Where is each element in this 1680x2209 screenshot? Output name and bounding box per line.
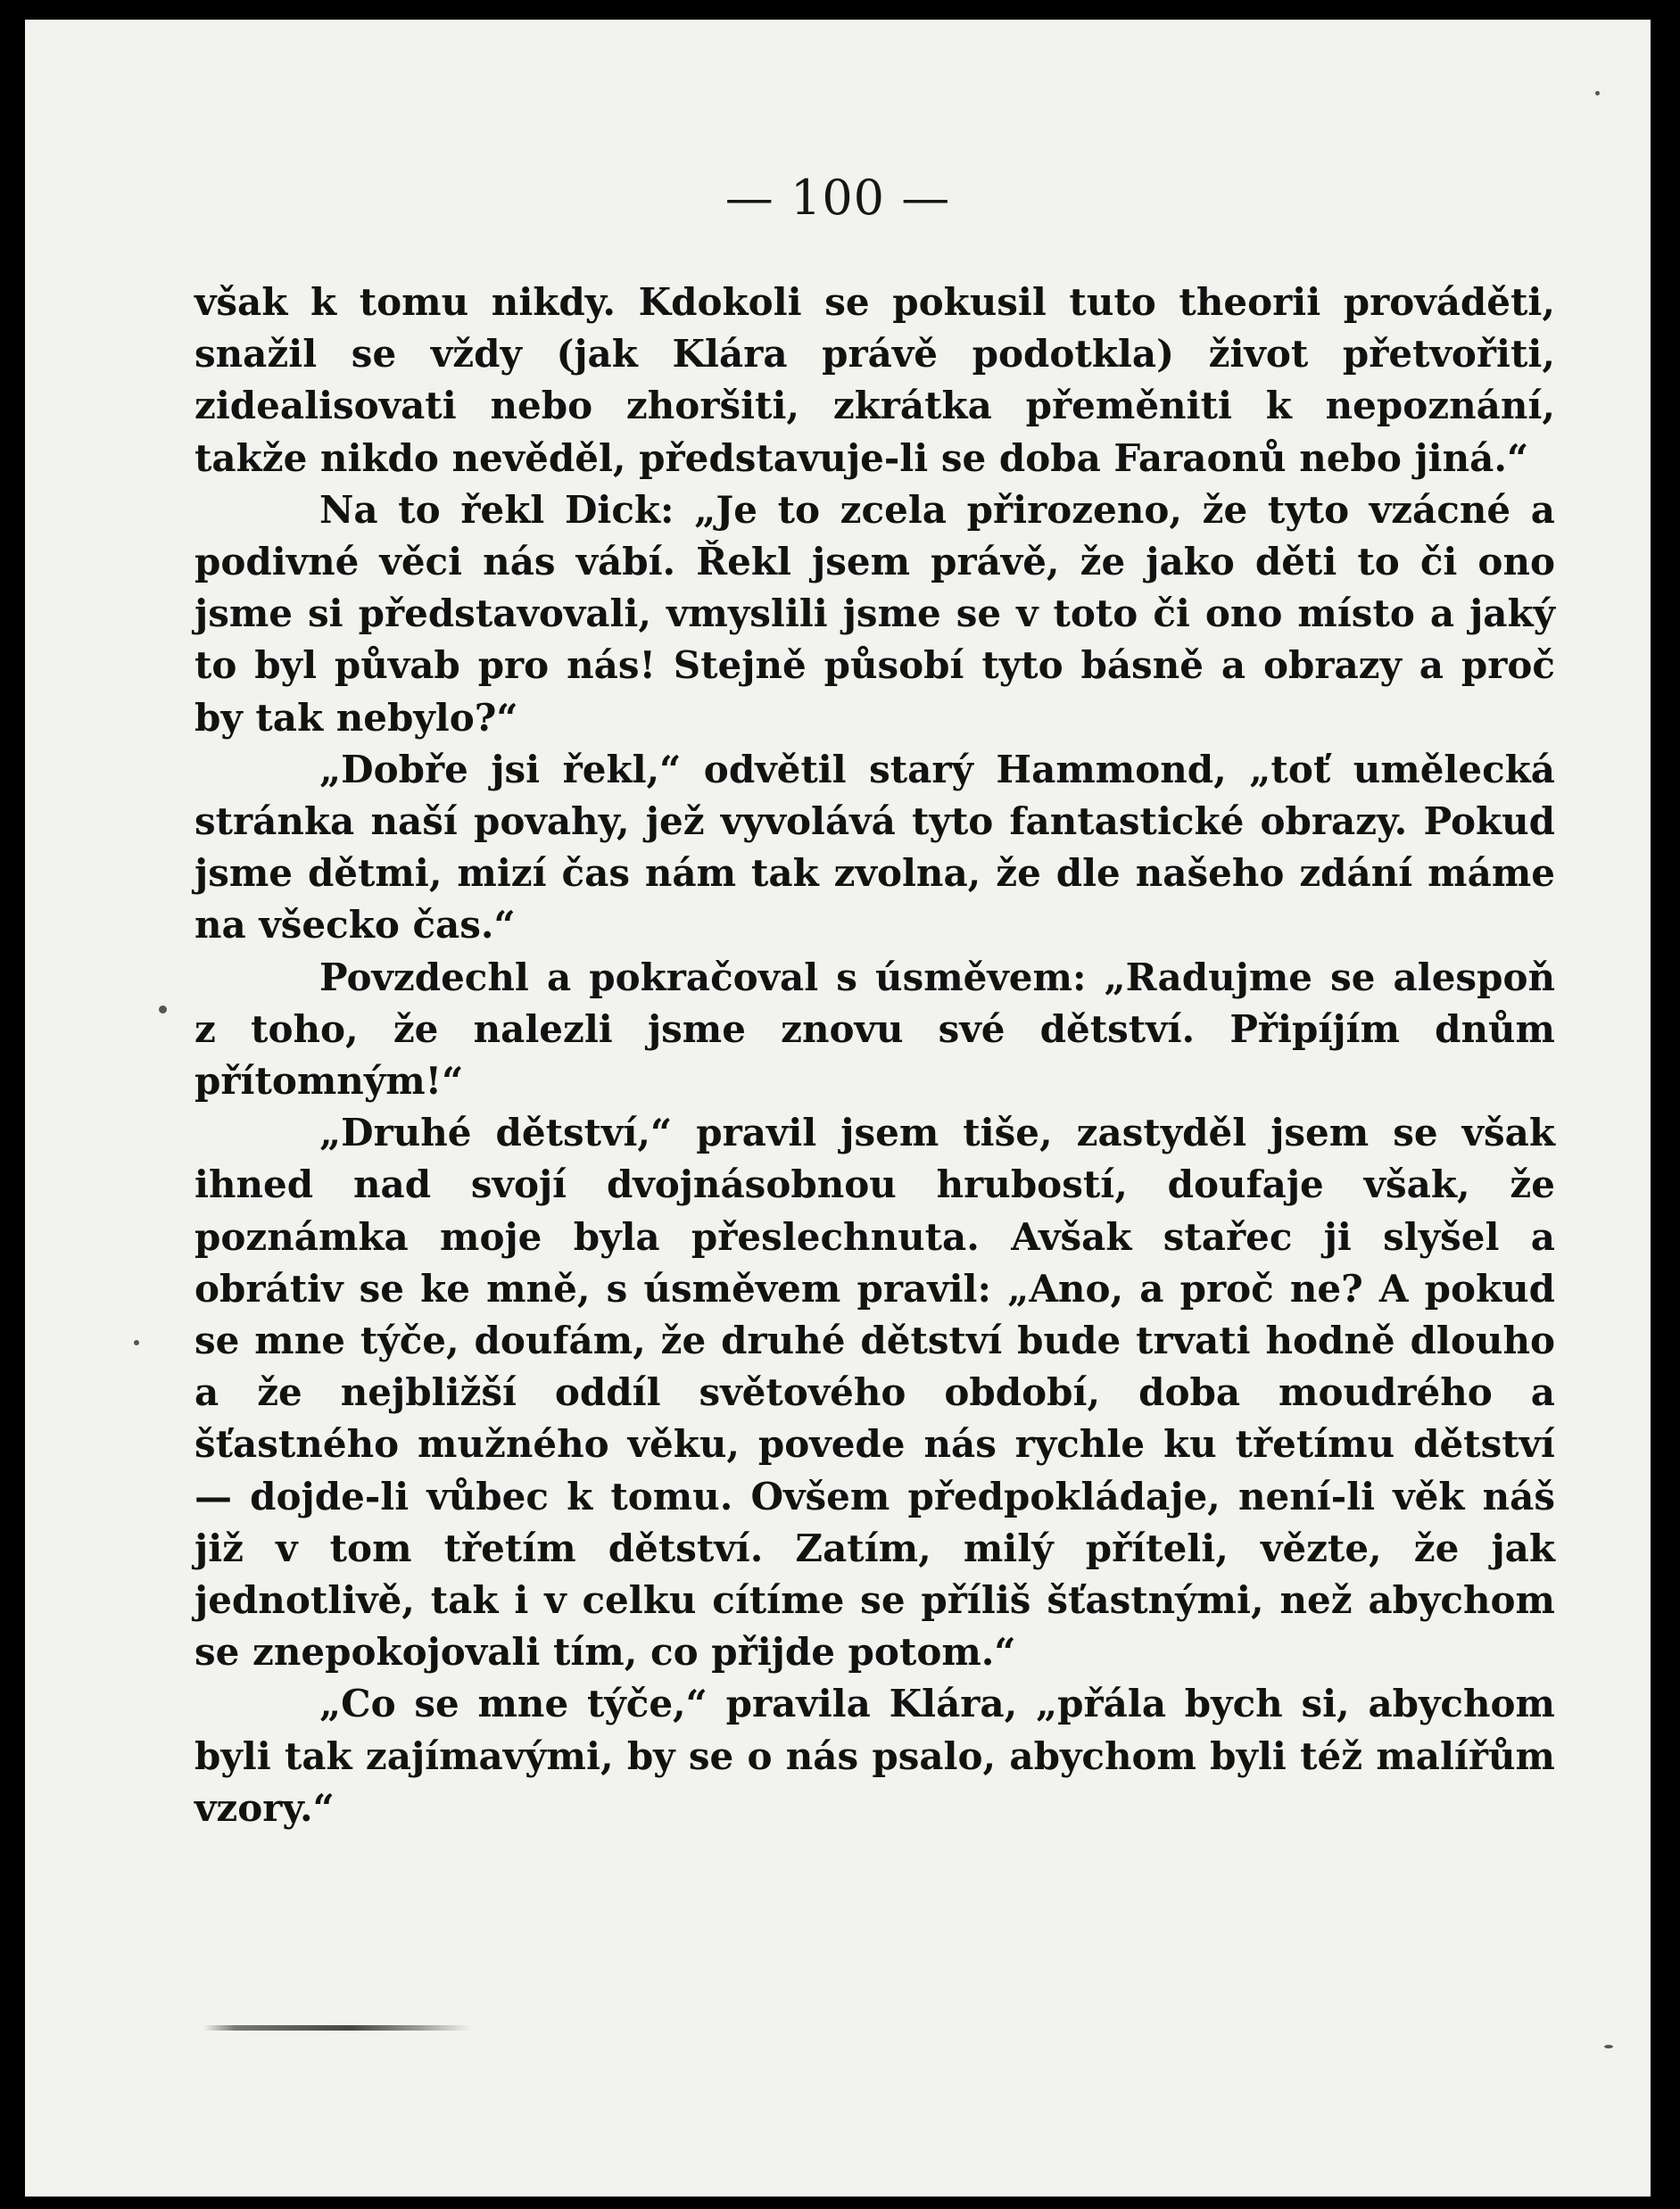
print-speck [1595,91,1600,95]
page-number: — 100 — [724,170,951,226]
paragraph-6: „Co se mne týče,“ pravila Klára, „přála bych si, abychom byli tak zajímavými, by se o nás psalo, abychom byli též malířům vzory.“ [194,1682,1555,1830]
paragraph-2: Na to řekl Dick: „Je to zcela přirozeno, že tyto vzácné a podivné věci nás vábí. Řekl jsem právě, že jako děti to či ono jsme si představovali, vmyslili jsme se v toto či ono místo a jaký to byl půvab pro nás! Stejně působí tyto básně a obrazy a proč by tak nebylo?“ [194,487,1555,740]
print-speck [134,1340,139,1345]
end-rule [203,2025,471,2031]
paragraph-4: Povzdechl a pokračoval s úsměvem: „Radujme se alespoň z toho, že nalezli jsme znovu své dětství. Připíjím dnům přítomným!“ [194,955,1555,1104]
body-text [194,277,1555,1834]
book-page [25,20,1651,2197]
paragraph-1: však k tomu nikdy. Kdokoli se pokusil tuto theorii prováděti, snažil se vždy (jak Klára právě podotkla) život přetvořiti, zidealisovati nebo zhoršiti, zkrátka přeměniti k nepoznání, takže nikdo nevěděl, představuje-li se doba Faraonů nebo jiná.“ [194,280,1555,480]
paragraph-5: „Druhé dětství,“ pravil jsem tiše, zastyděl jsem se však ihned nad svojí dvojnásobnou hrubostí, doufaje však, že poznámka moje byla přeslechnuta. Avšak stařec ji slyšel a obrátiv se ke mně, s úsměvem pravil: „Ano, a proč ne? A pokud se mne týče, doufám, že druhé dětství bude trvati hodně dlouho a že nejbližší oddíl světového období, doba moudrého a šťastného mužného věku, povede nás rychle ku třetímu dětství — dojde-li vůbec k tomu. Ovšem předpokládaje, není-li věk náš již v tom třetím dětství. Zatím, milý příteli, vězte, že jak jednotlivě, tak i v celku cítíme se příliš šťastnými, než abychom se znepokojovali tím, co přijde potom.“ [194,1111,1555,1675]
paragraph-3: „Dobře jsi řekl,“ odvětil starý Hammond, „toť umělecká stránka naší povahy, jež vyvolává tyto fantastické obrazy. Pokud jsme dětmi, mizí čas nám tak zvolna, že dle našeho zdání máme na všecko čas.“ [194,747,1555,947]
print-speck [1604,2045,1613,2048]
print-speck [159,1005,167,1013]
